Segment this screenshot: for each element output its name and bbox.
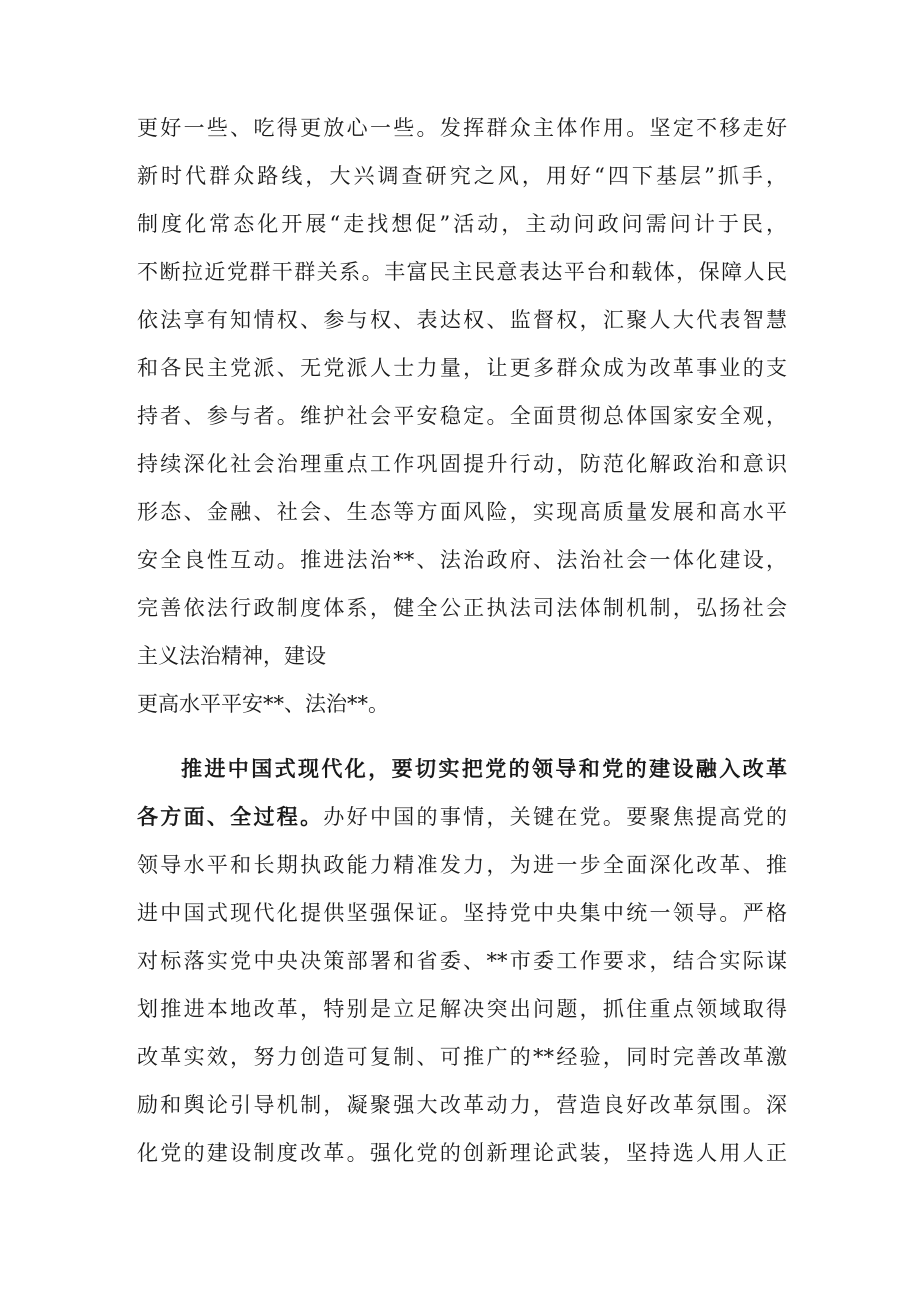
paragraph-2-line-9: 化党的建设制度改革。强化党的创新理论武装，坚持选人用人正 — [137, 1141, 787, 1165]
paragraph-1-line-8: 持续深化社会治理重点工作巩固提升行动，防范化解政治和意识 — [137, 452, 787, 476]
paragraph-1-line-11: 完善依法行政制度体系，健全公正执法司法体制机制，弘扬社会 — [137, 596, 787, 620]
paragraph-2-line-3: 领导水平和长期执政能力精准发力，为进一步全面深化改革、推 — [137, 853, 787, 877]
paragraph-1-line-12: 主义法治精神，建设 — [137, 644, 326, 668]
paragraph-2-line-6: 划推进本地改革，特别是立足解决突出问题，抓住重点领域取得 — [137, 997, 787, 1021]
paragraph-2-line-2 — [137, 794, 787, 840]
paragraph-1-line-1: 更好一些、吃得更放心一些。发挥群众主体作用。坚定不移走好 — [137, 116, 787, 140]
paragraph-2-line-7: 改革实效，努力创造可复制、可推广的**经验，同时完善改革激 — [137, 1045, 787, 1069]
paragraph-1-line-3: 制度化常态化开展“走找想促”活动，主动问政问需问计于民， — [137, 212, 787, 236]
paragraph-1-line-9: 形态、金融、社会、生态等方面风险，实现高质量发展和高水平 — [137, 500, 787, 524]
paragraph-1-line-5: 依法享有知情权、参与权、表达权、监督权，汇聚人大代表智慧 — [137, 308, 787, 332]
paragraph-1-line-7: 持者、参与者。维护社会平安稳定。全面贯彻总体国家安全观， — [137, 404, 787, 428]
paragraph-2-heading-end: 各方面、全过程。 — [137, 804, 324, 829]
paragraph-2-line-2-text: 办好中国的事情，关键在党。要聚焦提高党的 — [323, 805, 788, 829]
paragraph-1-line-6: 和各民主党派、无党派人士力量，让更多群众成为改革事业的支 — [137, 356, 787, 380]
paragraph-2-line-8: 励和舆论引导机制，凝聚强大改革动力，营造良好改革氛围。深 — [137, 1093, 787, 1117]
paragraph-2-line-5: 对标落实党中央决策部署和省委、**市委工作要求，结合实际谋 — [137, 949, 787, 973]
paragraph-2-line-4: 进中国式现代化提供坚强保证。坚持党中央集中统一领导。严格 — [137, 901, 787, 925]
paragraph-1-line-2: 新时代群众路线，大兴调查研究之风，用好“四下基层”抓手， — [137, 164, 787, 188]
paragraph-2-heading-line-1: 推进中国式现代化，要切实把党的领导和党的建设融入改革 — [181, 756, 787, 781]
paragraph-1-line-13: 更高水平平安**、法治**。 — [137, 692, 389, 716]
paragraph-1-line-10: 安全良性互动。推进法治**、法治政府、法治社会一体化建设， — [137, 548, 787, 572]
paragraph-1-line-4: 不断拉近党群干群关系。丰富民主民意表达平台和载体，保障人民 — [137, 260, 787, 284]
